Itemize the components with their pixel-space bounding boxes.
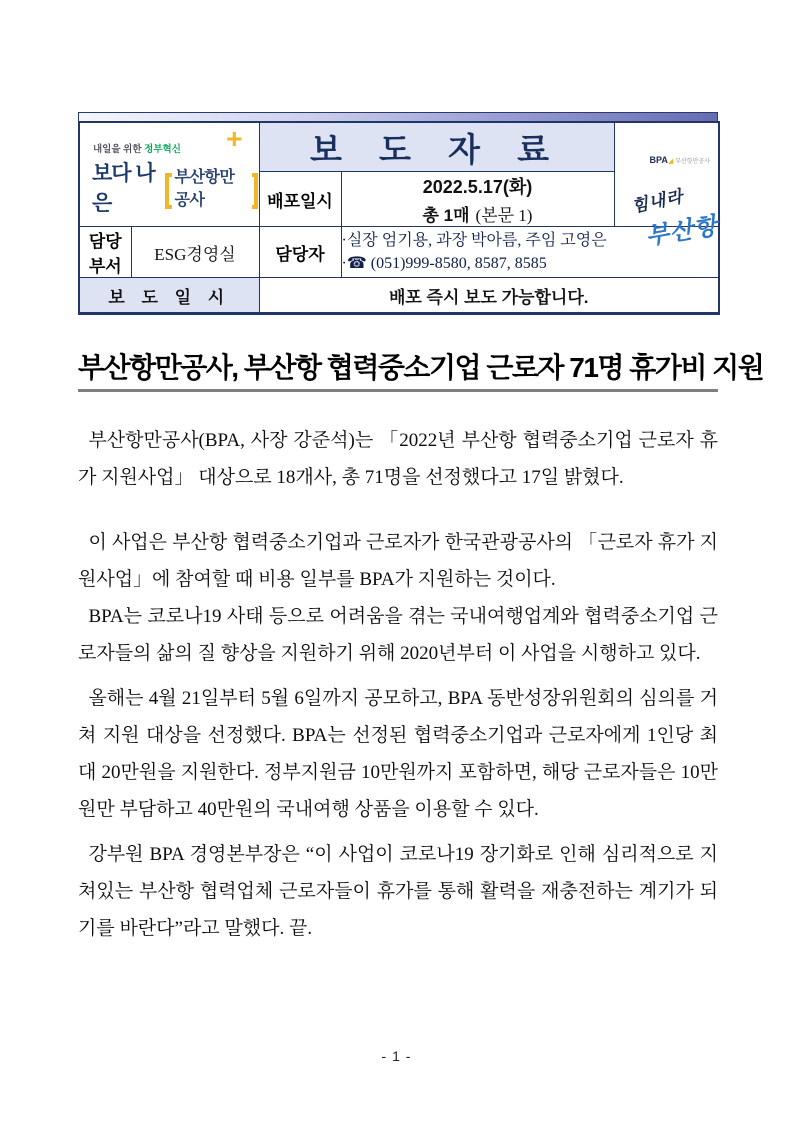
paragraph-1: 부산항만공사(BPA, 사장 강준석)는 「2022년 부산항 협력중소기업 근로자 휴가 지원사업」 대상으로 18개사, 총 71명을 선정했다고 17일 밝혔다. bbox=[78, 429, 718, 488]
logo-plus-icon: + bbox=[226, 123, 243, 154]
bpa-logo bbox=[80, 123, 259, 226]
press-release-header-table bbox=[78, 121, 720, 315]
paragraph-3: BPA는 코로나19 사태 등으로 어려움을 겪는 국내여행업계와 협력중소기업 근로자들의 삶의 질 향상을 지원하기 위해 2020년부터 이 사업을 시행하고 있다. bbox=[78, 605, 718, 664]
campaign-calligraphy-line2: 부산항 bbox=[643, 211, 720, 250]
release-page-count bbox=[342, 201, 614, 226]
campaign-calligraphy-line1: 힘내라 bbox=[629, 186, 685, 216]
release-datetime-value bbox=[341, 172, 614, 227]
paragraph-4: 올해는 4월 21일부터 5월 6일까지 공모하고, BPA 동반성장위원회의 심의를 거쳐 지원 대상을 선정했다. BPA는 선정된 협력중소기업과 근로자에게 1인당 최대 20만원을 지원한다. 정부지원금 10만원까지 포함하면, 해당 근로자들은 10만원만 부담하고 40만원의 국내여행 상품을 이용할 수 있다. bbox=[78, 687, 718, 820]
dept-value: ESG경영실 bbox=[131, 227, 259, 278]
release-total-pages: 총 1매 bbox=[422, 205, 470, 225]
campaign-logo-cell bbox=[614, 122, 720, 250]
paragraph-5: 강부원 BPA 경영본부장은 “이 사업이 코로나19 장기화로 인해 심리적으로 지쳐있는 부산항 협력업체 근로자들이 휴가를 통해 활력을 재충전하는 계기가 되기를 바란다”라고 말했다. 끝. bbox=[78, 843, 718, 939]
contact-label: 담당자 bbox=[259, 227, 341, 278]
release-datetime-label: 배포일시 bbox=[259, 172, 341, 227]
logo-tagline bbox=[93, 141, 181, 155]
logo-org-name: 부산항만공사 bbox=[174, 169, 235, 209]
bpa-triangle-icon: ◢ bbox=[667, 157, 674, 165]
press-time-value: 배포 즉시 보도 가능합니다. bbox=[259, 278, 719, 314]
paragraph-2: 이 사업은 부산항 협력중소기업과 근로자가 한국관광공사의 「근로자 휴가 지원사업」에 참여할 때 비용 일부를 BPA가 지원하는 것이다. bbox=[78, 531, 718, 590]
logo-tagline-prefix: 내일을 위한 bbox=[93, 144, 142, 155]
page-content bbox=[78, 112, 764, 947]
bpa-submark-caption: 부산항만공사 bbox=[675, 158, 710, 165]
logo-right-bracket-icon bbox=[252, 173, 258, 209]
doc-type-title: 보 도 자 료 bbox=[259, 122, 614, 172]
body-text bbox=[78, 422, 718, 947]
contact-phone: ·☎ (051)999-8580, 8587, 8585 bbox=[341, 255, 547, 272]
contact-people: ·실장 엄기용, 과장 박아름, 주임 고영은 bbox=[341, 231, 607, 249]
dept-label-line1: 담당 bbox=[88, 232, 122, 251]
dept-label bbox=[79, 227, 131, 278]
logo-tagline-highlight: 정부혁신 bbox=[144, 144, 181, 155]
headline: 부산항만공사, 부산항 협력중소기업 근로자 71명 휴가비 지원 bbox=[78, 351, 718, 392]
release-date: 2022.5.17(화) bbox=[422, 176, 533, 197]
release-body-pages-note: (본문 1) bbox=[475, 205, 533, 225]
logo-brand-slogan: 보다 나은 bbox=[92, 162, 155, 215]
bpa-logo-cell bbox=[79, 122, 259, 227]
logo-main-row bbox=[92, 157, 259, 217]
table-top-gradient-bar bbox=[78, 112, 718, 121]
dept-label-line2: 부서 bbox=[88, 257, 122, 276]
bpa-submark bbox=[649, 155, 710, 165]
logo-left-bracket-icon bbox=[165, 173, 171, 209]
bpa-submark-text: BPA bbox=[649, 154, 668, 165]
page-number: - 1 - bbox=[381, 1048, 412, 1064]
press-time-label: 보 도 일 시 bbox=[79, 278, 259, 314]
